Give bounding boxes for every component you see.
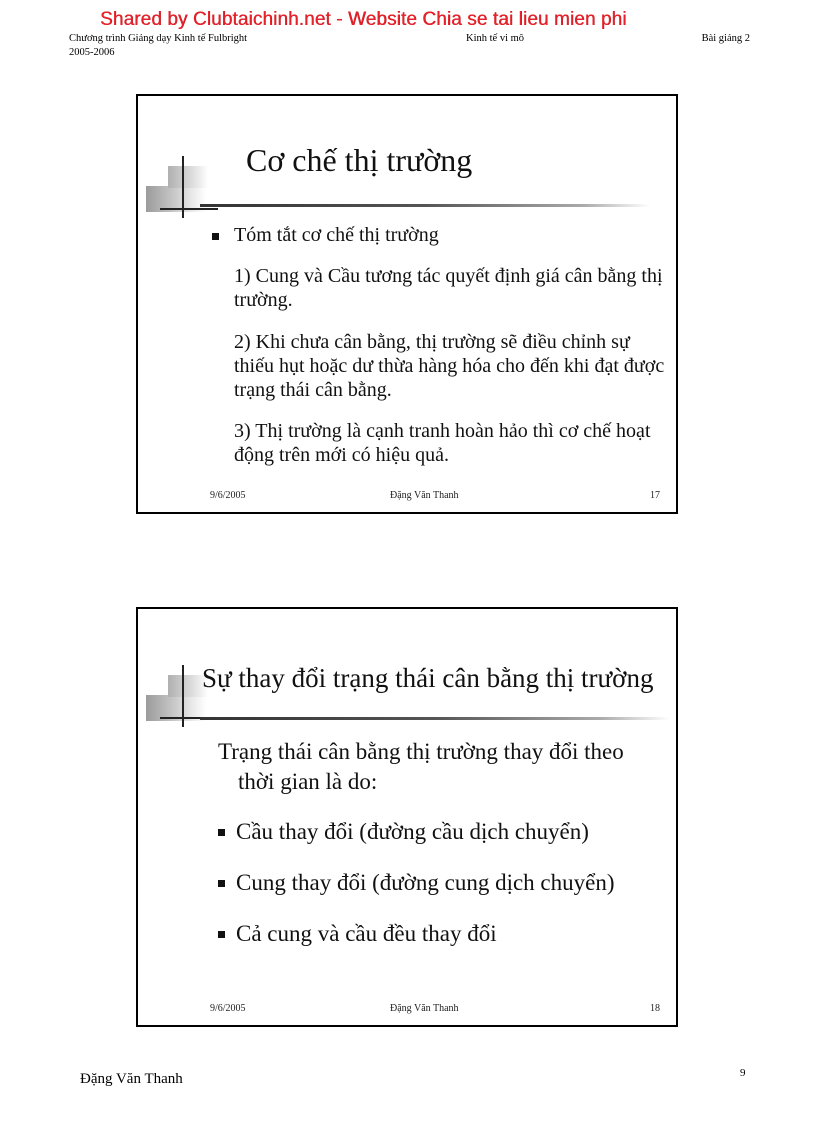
watermark-banner: Shared by Clubtaichinh.net - Website Chia se tai lieu mien phi xyxy=(100,9,627,30)
title-underline xyxy=(200,717,670,720)
intro-line-2: thời gian là do: xyxy=(238,769,378,794)
slide-author: Đặng Văn Thanh xyxy=(390,1003,459,1014)
slide-18 xyxy=(136,607,678,1027)
summary-point-3: 3) Thị trường là cạnh tranh hoàn hảo thì cơ chế hoạt động trên mới có hiệu quả. xyxy=(234,420,651,466)
page-author: Đặng Văn Thanh xyxy=(80,1071,183,1087)
course-name: Chương trình Giảng dạy Kinh tế Fulbright xyxy=(69,33,248,44)
slide-date: 9/6/2005 xyxy=(210,1003,246,1014)
intro-line-1: Trạng thái cân bằng thị trường thay đổi theo xyxy=(218,739,624,764)
square-bullet-icon xyxy=(218,931,225,938)
list-item-text: Cung thay đổi (đường cung dịch chuyển) xyxy=(236,870,615,895)
page-number: 9 xyxy=(740,1067,746,1079)
summary-point-2: 2) Khi chưa cân bằng, thị trường sẽ điều chỉnh sự thiếu hụt hoặc dư thừa hàng hóa cho đến khi đạt được trạng thái cân bằng. xyxy=(234,331,665,401)
list-item-text: Cả cung và cầu đều thay đổi xyxy=(236,921,497,946)
slide-author: Đặng Văn Thanh xyxy=(390,490,459,501)
title-underline xyxy=(200,204,650,207)
slide-title: Cơ chế thị trường xyxy=(246,142,473,178)
slide-title: Sự thay đổi trạng thái cân bằng thị trường xyxy=(202,663,654,693)
slide-number: 18 xyxy=(650,1003,660,1014)
slide-date: 9/6/2005 xyxy=(210,490,246,501)
square-bullet-icon xyxy=(218,880,225,887)
intro-text xyxy=(218,737,668,797)
bullet-text: Tóm tắt cơ chế thị trường xyxy=(234,224,439,246)
list-item-text: Cầu thay đổi (đường cầu dịch chuyển) xyxy=(236,819,589,844)
lecture-number: Bài giảng 2 xyxy=(701,33,750,44)
summary-point-1: 1) Cung và Cầu tương tác quyết định giá cân bằng thị trường. xyxy=(234,265,663,311)
subject-name: Kinh tế vi mô xyxy=(466,33,525,44)
slide-17 xyxy=(136,94,678,514)
square-bullet-icon xyxy=(218,829,225,836)
slide-number: 17 xyxy=(650,490,660,501)
square-bullet-icon xyxy=(212,233,219,240)
academic-year: 2005-2006 xyxy=(69,47,115,58)
